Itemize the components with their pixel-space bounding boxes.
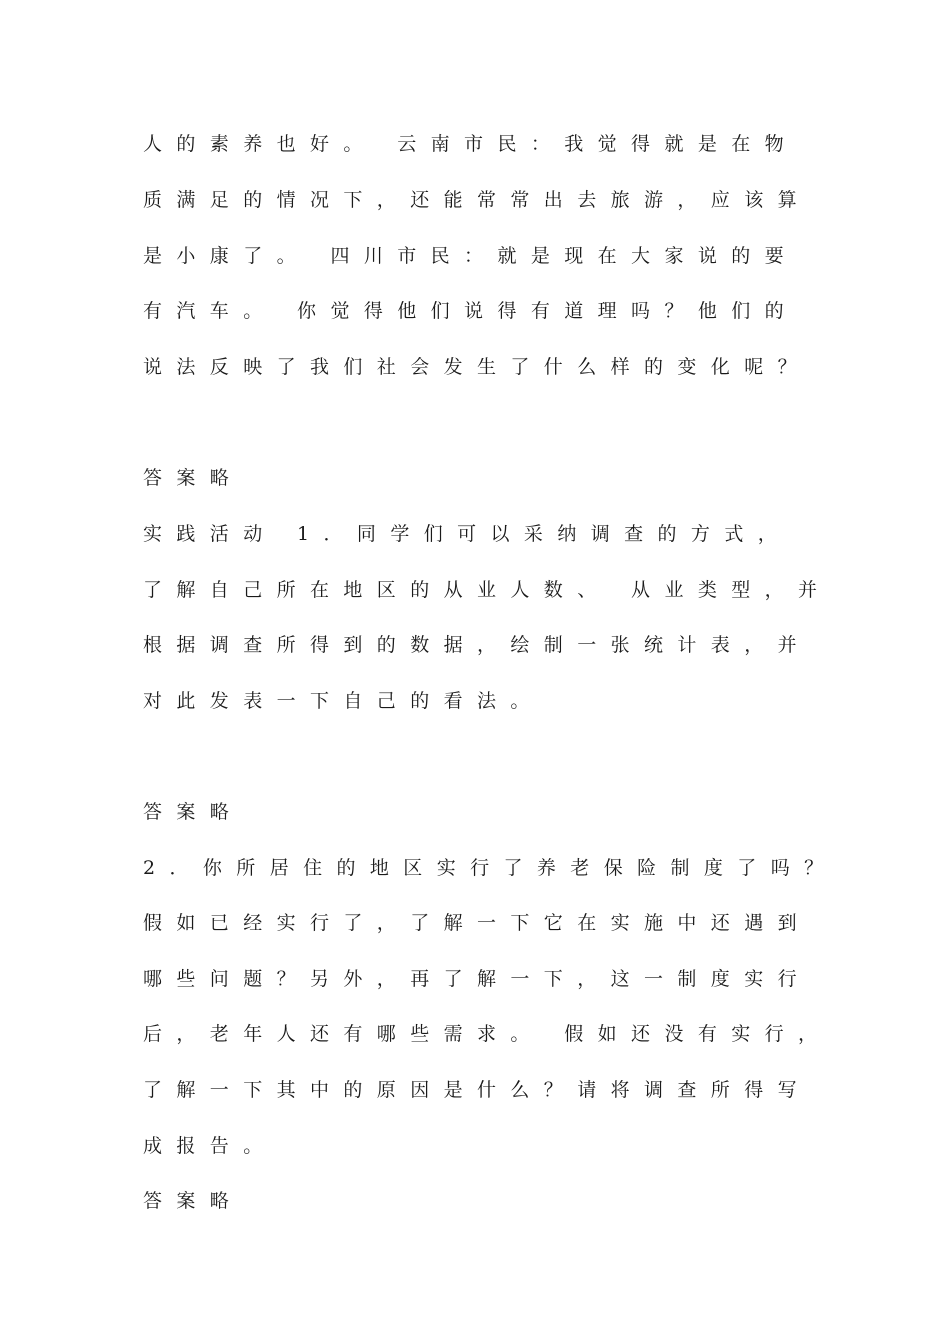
- text-line: 了解一下其中的原因是什么？请将调查所得写: [143, 1079, 812, 1101]
- text-line: 是小康了。 四川市民：就是现在大家说的要: [143, 245, 799, 267]
- text-line: 根据调查所得到的数据，绘制一张统计表，并: [143, 634, 812, 656]
- text-line: 2．你所居住的地区实行了养老保险制度了吗？: [143, 857, 838, 879]
- text-line: 假如已经实行了，了解一下它在实施中还遇到: [143, 912, 812, 934]
- text-line: 对此发表一下自己的看法。: [143, 690, 544, 712]
- text-line: 人的素养也好。 云南市民：我觉得就是在物: [143, 133, 799, 155]
- text-line: 实践活动 1．同学们可以采纳调查的方式，: [143, 523, 792, 545]
- text-line: 有汽车。 你觉得他们说得有道理吗？他们的: [143, 300, 799, 322]
- answer-label: 答案略: [143, 467, 244, 489]
- text-line: 后，老年人还有哪些需求。 假如还没有实行，: [143, 1023, 832, 1045]
- text-line: 说法反映了我们社会发生了什么样的变化呢？: [143, 356, 812, 378]
- text-line: 质满足的情况下，还能常常出去旅游，应该算: [143, 189, 812, 211]
- text-line: 成报告。: [143, 1135, 277, 1157]
- text-line: 了解自己所在地区的从业人数、 从业类型，并: [143, 579, 832, 601]
- answer-label: 答案略: [143, 801, 244, 823]
- answer-label: 答案略: [143, 1190, 244, 1212]
- text-line: 哪些问题？另外，再了解一下，这一制度实行: [143, 968, 812, 990]
